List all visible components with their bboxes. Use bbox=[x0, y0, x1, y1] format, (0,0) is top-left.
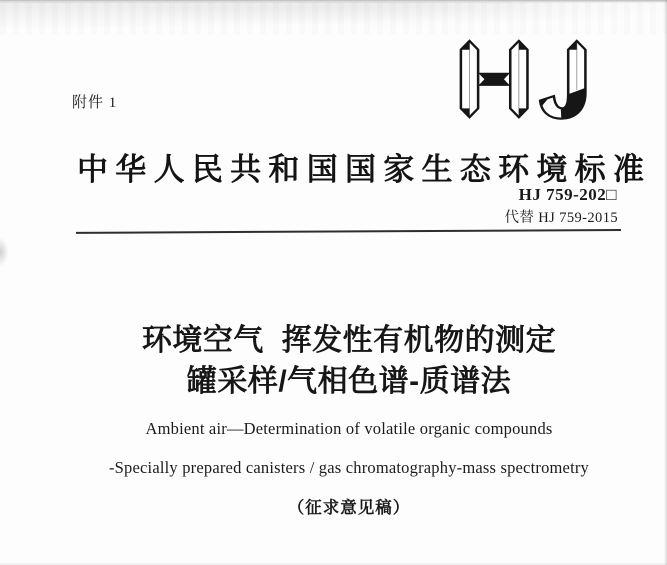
draft-status-note: （征求意见稿） bbox=[287, 499, 411, 517]
hj-logo bbox=[450, 37, 590, 125]
hj-logo-text bbox=[450, 125, 451, 126]
standard-heading: 中 华 人 民 共 和 国 国 家 生 态 环 境 标 准 bbox=[77, 152, 644, 187]
standard-number: HJ 759-202□ bbox=[518, 185, 617, 204]
document-title-cn-line2: 罐采样/气相色谱-质谱法 bbox=[186, 365, 512, 398]
attachment-label: 附件 1 bbox=[72, 95, 118, 111]
document-title-en-line1: Ambient air—Determination of volatile organic compounds bbox=[145, 419, 553, 438]
scan-artifact-top-texture bbox=[0, 2, 667, 34]
document-title-en-line2: -Specially prepared canisters / gas chromatography-mass spectrometry bbox=[108, 458, 589, 477]
document-title-cn-line1: 环境空气 挥发性有机物的测定 bbox=[141, 324, 557, 357]
divider-rule bbox=[76, 229, 621, 234]
scan-artifact-top-edge bbox=[0, 0, 667, 3]
scan-artifact-left-smudge bbox=[0, 238, 8, 266]
replaces-note: 代替 HJ 759-2015 bbox=[504, 210, 618, 226]
hj-logo-icon bbox=[450, 37, 590, 125]
